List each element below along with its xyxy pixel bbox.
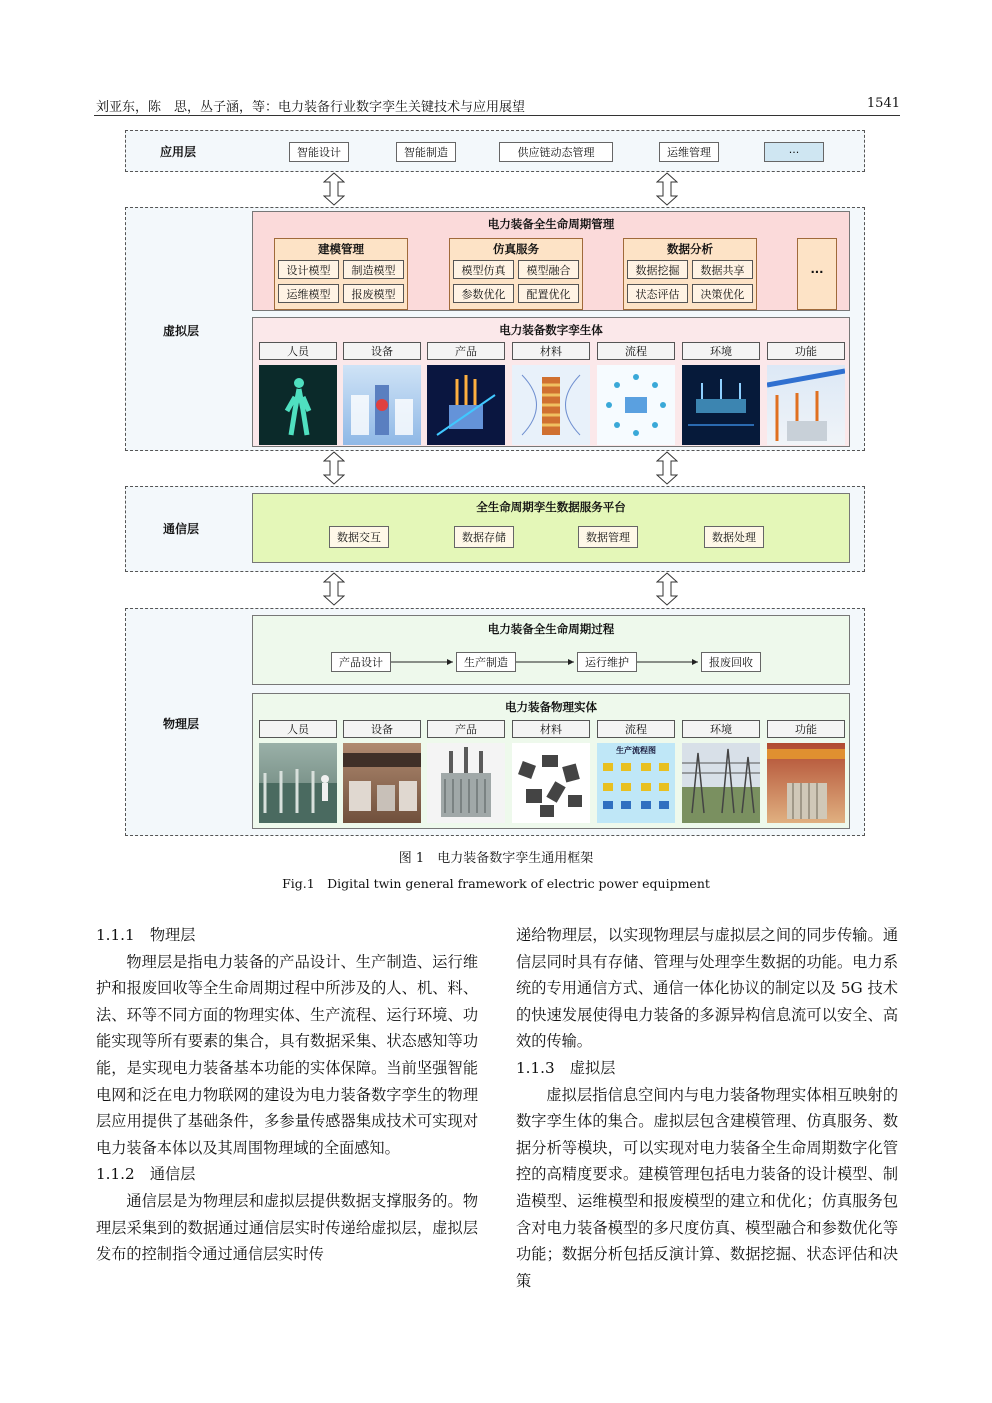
- entity-cat-equipment: 设备: [343, 720, 421, 738]
- group-more: [797, 238, 837, 310]
- group-modeling: [274, 238, 408, 310]
- lifecycle-mgmt-title: 电力装备全生命周期管理: [487, 217, 615, 231]
- comm-item-4: 数据处理: [704, 526, 764, 548]
- entity-cat-process: 流程: [597, 720, 675, 738]
- group-simulation: [449, 238, 583, 310]
- framework-figure: [125, 130, 865, 836]
- group-more-ellipsis: ···: [810, 265, 824, 279]
- twin-environment-image: [682, 365, 760, 445]
- group-data-analysis-title: 数据分析: [667, 242, 713, 256]
- physical-layer: [125, 608, 865, 836]
- data-service-platform: [252, 493, 850, 563]
- physical-layer-label: 物理层: [163, 717, 200, 731]
- figure-caption-en: Fig.1 Digital twin general framework of electric power equipment: [282, 876, 710, 891]
- entity-equipment-photo: [343, 743, 421, 823]
- updown-arrow-icon: [323, 451, 345, 485]
- virtual-layer: [125, 207, 865, 451]
- data-service-platform-title: 全生命周期孪生数据服务平台: [476, 500, 626, 514]
- lifecycle-process-title: 电力装备全生命周期过程: [487, 622, 615, 636]
- digital-twin-title: 电力装备数字孪生体: [499, 323, 603, 337]
- paragraph-comm-layer-cont: 递给物理层，以实现物理层与虚拟层之间的同步传输。通信层同时具有存储、管理与处理孪生数据的功能。电力系统的专用通信方式、通信一体化协议的制定以及 5G 技术的快速发展使得电力装备的多源异构信息流可以安全、高效的传输。: [516, 926, 898, 1051]
- flow-chart-caption: 生产流程图: [616, 746, 656, 755]
- updown-arrow-icon: [656, 451, 678, 485]
- group-simulation-title: 仿真服务: [493, 242, 539, 256]
- comm-item-3: 数据管理: [578, 526, 638, 548]
- entity-environment-photo: [682, 743, 760, 823]
- mini-item: 数据挖掘: [627, 260, 688, 279]
- twin-cat-function: 功能: [767, 342, 845, 360]
- updown-arrow-icon: [323, 572, 345, 606]
- comm-item-1: 数据交互: [329, 526, 389, 548]
- lifecycle-mgmt-panel: [252, 211, 850, 311]
- twin-cat-environment: 环境: [682, 342, 760, 360]
- group-modeling-title: 建模管理: [318, 242, 364, 256]
- header-rule: [94, 115, 900, 116]
- app-item-3: 供应链动态管理: [499, 142, 613, 162]
- group-data-analysis: [623, 238, 757, 310]
- entity-cat-material: 材料: [512, 720, 590, 738]
- section-heading-1-1-1: 1.1.1 物理层: [96, 926, 196, 944]
- app-item-2: 智能制造: [396, 142, 456, 162]
- comm-item-2: 数据存储: [454, 526, 514, 548]
- twin-personnel-image: [259, 365, 337, 445]
- twin-cat-material: 材料: [512, 342, 590, 360]
- mini-item: 模型融合: [518, 260, 579, 279]
- twin-cat-personnel: 人员: [259, 342, 337, 360]
- updown-arrow-icon: [656, 172, 678, 206]
- updown-arrow-icon: [656, 572, 678, 606]
- application-layer: [125, 130, 865, 172]
- paragraph-virtual-layer: 虚拟层指信息空间内与电力装备物理实体相互映射的数字孪生体的集合。虚拟层包含建模管理、仿真服务、数据分析等模块，可以实现对电力装备全生命周期数字化管控的高精度要求。建模管理包括电力装备的设计模型、制造模型、运维模型和报废模型的建立和优化；仿真服务包含对电力装备模型的多尺度仿真、模型融合和参数优化等功能；数据分析包括反演计算、数据挖掘、状态评估和决策: [516, 1085, 898, 1290]
- paragraph-physical-layer: 物理层是指电力装备的产品设计、生产制造、运行维护和报废回收等全生命周期过程中所涉及的人、机、料、法、环等不同方面的物理实体、生产流程、运行环境、功能实现等所有要素的集合，具有数据采集、状态感知等功能，是实现电力装备基本功能的实体保障。当前坚强智能电网和泛在电力物联网的建设为电力装备数字孪生的物理层应用提供了基础条件，多参量传感器集成技术可实现对电力装备本体以及其周围物理域的全面感知。: [96, 952, 478, 1157]
- entity-cat-function: 功能: [767, 720, 845, 738]
- application-layer-label: 应用层: [160, 145, 197, 159]
- entity-personnel-photo: [259, 743, 337, 823]
- paragraph-comm-layer: 通信层是为物理层和虚拟层提供数据支撑服务的。物理层采集到的数据通过通信层实时传递给虚拟层，虚拟层发布的控制指令通过通信层实时传: [96, 1191, 478, 1264]
- virtual-layer-label: 虚拟层: [163, 324, 200, 338]
- step-design: 产品设计: [331, 652, 391, 672]
- twin-product-image: [427, 365, 505, 445]
- mini-item: 模型仿真: [453, 260, 514, 279]
- entity-process-chart: [597, 743, 675, 823]
- app-item-4: 运维管理: [659, 142, 719, 162]
- entity-cat-personnel: 人员: [259, 720, 337, 738]
- right-column: [516, 922, 898, 1294]
- left-column: [96, 922, 478, 1268]
- app-item-1: 智能设计: [289, 142, 349, 162]
- entity-cat-product: 产品: [427, 720, 505, 738]
- physical-entity-panel: [252, 693, 850, 829]
- lifecycle-process-panel: [252, 615, 850, 685]
- mini-item: 设计模型: [278, 260, 339, 279]
- entity-material-photo: [512, 743, 590, 823]
- step-operation: 运行维护: [577, 652, 637, 672]
- mini-item: 配置优化: [518, 284, 579, 303]
- entity-product-photo: [427, 743, 505, 823]
- figure-caption-cn: 图 1 电力装备数字孪生通用框架: [398, 851, 594, 866]
- entity-cat-environment: 环境: [682, 720, 760, 738]
- twin-function-image: [767, 365, 845, 445]
- communication-layer: [125, 486, 865, 572]
- twin-process-image: [597, 365, 675, 445]
- digital-twin-panel: [252, 317, 850, 447]
- twin-cat-equipment: 设备: [343, 342, 421, 360]
- communication-layer-label: 通信层: [163, 522, 200, 536]
- mini-item: 报废模型: [343, 284, 404, 303]
- twin-material-image: [512, 365, 590, 445]
- step-recycling: 报废回收: [701, 652, 761, 672]
- mini-item: 参数优化: [453, 284, 514, 303]
- running-header: 刘亚东，陈 思，丛子涵，等：电力装备行业数字孪生关键技术与应用展望: [96, 100, 526, 115]
- twin-equipment-image: [343, 365, 421, 445]
- updown-arrow-icon: [323, 172, 345, 206]
- entity-function-photo: [767, 743, 845, 823]
- physical-entity-title: 电力装备物理实体: [505, 700, 597, 714]
- page-number: 1541: [866, 96, 900, 111]
- mini-item: 数据共享: [692, 260, 753, 279]
- mini-item: 运维模型: [278, 284, 339, 303]
- app-item-more: ···: [764, 142, 824, 162]
- twin-cat-product: 产品: [427, 342, 505, 360]
- step-manufacturing: 生产制造: [456, 652, 516, 672]
- process-arrows: [253, 616, 851, 686]
- twin-cat-process: 流程: [597, 342, 675, 360]
- mini-item: 制造模型: [343, 260, 404, 279]
- mini-item: 状态评估: [627, 284, 688, 303]
- mini-item: 决策优化: [692, 284, 753, 303]
- section-heading-1-1-3: 1.1.3 虚拟层: [516, 1058, 616, 1077]
- section-heading-1-1-2: 1.1.2 通信层: [96, 1165, 196, 1184]
